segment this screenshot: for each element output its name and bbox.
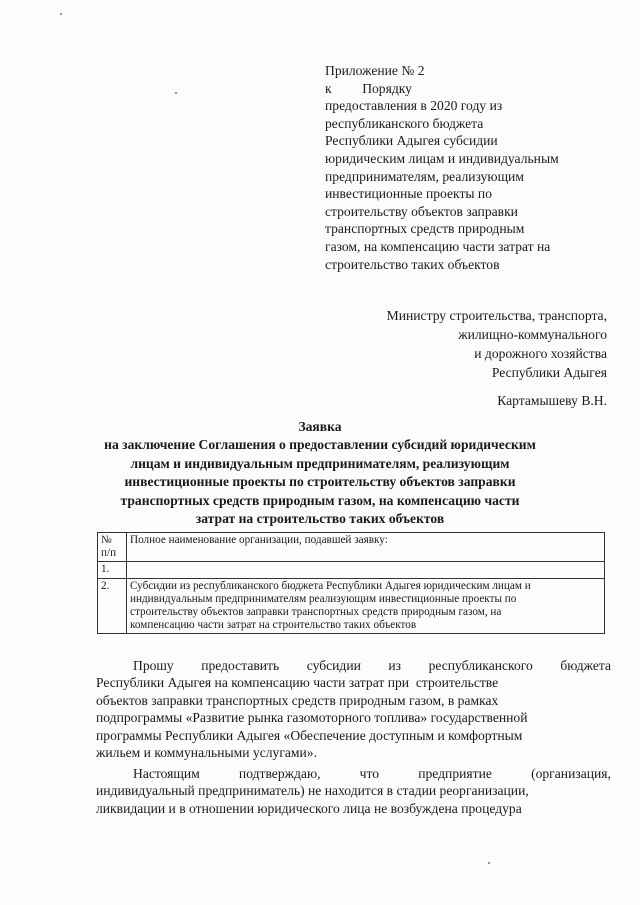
paragraph-line: программы Республики Адыгея «Обеспечение доступным и комфортным [96, 727, 523, 743]
addressee-line: и дорожного хозяйства [474, 346, 607, 361]
paragraph-line: индивидуальный предприниматель) не находится в стадии реорганизации, [96, 783, 529, 799]
paragraph-line: ликвидации и в отношении юридического лица не возбуждена процедура [96, 800, 522, 816]
table-cell-text: Субсидии из республиканского бюджета Республики Адыгея юридическим лицам и индивидуальным предпринимателям реализующим инвестиционные проекты по строительству объектов заправки транспортных средств природным газом, на компенсацию части затрат на строительство таких объектов [127, 578, 605, 634]
appendix-line: республиканского бюджета [325, 115, 484, 131]
appendix-line: Приложение № 2 [325, 63, 425, 78]
appendix-line: строительству объектов заправки [325, 203, 518, 219]
table-row [98, 533, 605, 562]
appendix-line: предоставления в 2020 году из [325, 98, 503, 114]
application-table [97, 532, 605, 634]
paragraph-line: жильем и коммунальными услугами». [96, 745, 317, 761]
addressee-block [387, 306, 607, 382]
title-heading: Заявка [298, 419, 342, 434]
table-cell-empty [127, 562, 605, 578]
scan-speck [488, 862, 490, 864]
appendix-line: транспортных средств природным [325, 221, 525, 237]
scan-speck [60, 13, 62, 15]
title-line: транспортных средств природным газом, на компенсацию части [120, 492, 520, 508]
scan-speck [175, 92, 177, 94]
paragraph-first-line: Прошу предоставить субсидии из республиканского бюджета [133, 658, 611, 673]
table-cell-num: № п/п [98, 533, 127, 562]
addressee-line: жилищно-коммунального [458, 327, 607, 342]
title-line: лицам и индивидуальным предпринимателям, реализующим [130, 455, 510, 471]
title-line: инвестиционные проекты по строительству объектов заправки [124, 474, 516, 490]
application-title [60, 418, 580, 528]
paragraph-line: подпрограммы «Развитие рынка газомоторного топлива» государственной [96, 710, 528, 726]
appendix-block [325, 62, 610, 273]
appendix-line: юридическим лицам и индивидуальным [325, 150, 559, 166]
table-cell-header: Полное наименование организации, подавшей заявку: [127, 533, 605, 562]
appendix-line: Республики Адыгея субсидии [325, 133, 498, 149]
table-row [98, 562, 605, 578]
addressee-line: Министру строительства, транспорта, [386, 308, 607, 323]
paragraph-request [96, 657, 611, 761]
appendix-line: газом, на компенсацию части затрат на [325, 238, 551, 254]
paragraph-confirmation [96, 765, 611, 817]
paragraph-first-line: Настоящим подтверждаю, что предприятие (организация, [133, 766, 611, 781]
table-cell-num: 2. [98, 578, 127, 634]
title-line: на заключение Соглашения о предоставлении субсидий юридическим [104, 437, 536, 453]
table-cell-num: 1. [98, 562, 127, 578]
appendix-line: инвестиционные проекты по [325, 186, 493, 202]
paragraph-line: Республики Адыгея на компенсацию части затрат при строительстве [96, 675, 499, 691]
appendix-line: к Порядку [325, 80, 412, 96]
title-line: затрат на строительство таких объектов [195, 511, 445, 527]
recipient-name: Картамышеву В.Н. [497, 393, 607, 408]
appendix-line: предпринимателям, реализующим [325, 168, 524, 184]
table-row [98, 578, 605, 634]
paragraph-line: объектов заправки транспортных средств природным газом, в рамках [96, 692, 499, 708]
addressee-line: Республики Адыгея [491, 365, 607, 380]
appendix-line: строительство таких объектов [325, 256, 500, 272]
